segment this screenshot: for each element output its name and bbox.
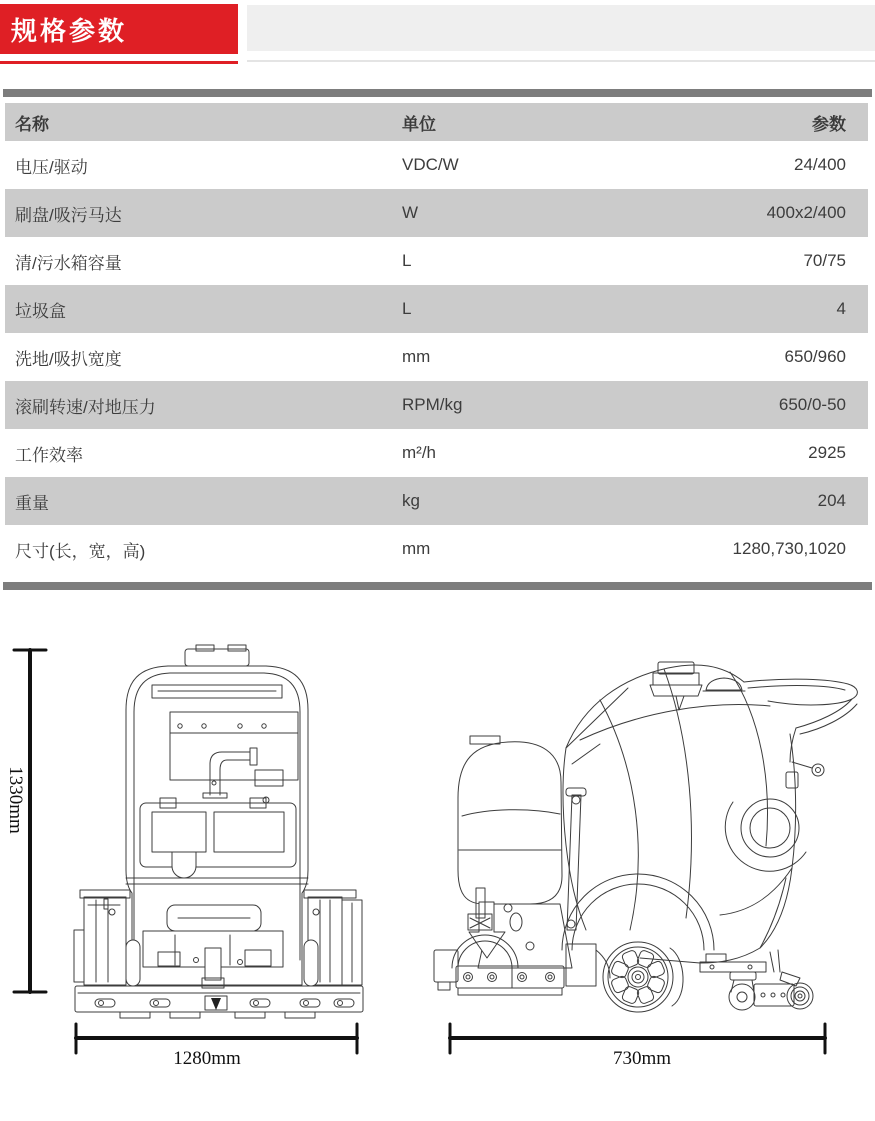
table-bottom-divider — [3, 582, 872, 590]
side-width-dimension — [450, 1024, 825, 1069]
table-top-divider — [3, 89, 872, 97]
table-row — [5, 237, 868, 285]
cell-name: 垃圾盒 — [15, 301, 66, 321]
cell-unit: VDC/W — [402, 155, 459, 174]
cell-value: 24/400 — [794, 155, 846, 174]
table-row — [5, 381, 868, 429]
front-view-drawing — [74, 645, 363, 1018]
table-row — [5, 525, 868, 573]
spec-table — [5, 103, 868, 573]
height-dimension — [5, 650, 46, 992]
cell-name: 清/污水箱容量 — [15, 253, 122, 273]
cell-value: 1280,730,1020 — [732, 539, 846, 558]
cell-value: 650/0-50 — [778, 395, 846, 414]
cell-name: 重量 — [15, 493, 49, 513]
table-header-row — [5, 103, 868, 141]
cell-unit: RPM/kg — [402, 395, 463, 414]
table-row — [5, 477, 868, 525]
technical-drawings — [0, 620, 875, 1121]
col-header-name: 名称 — [15, 114, 49, 134]
col-header-unit: 单位 — [402, 114, 436, 134]
cell-value: 650/960 — [784, 347, 846, 366]
table-row — [5, 333, 868, 381]
col-header-value: 参数 — [812, 114, 846, 134]
table-row — [5, 189, 868, 237]
height-dimension-label: 1330mm — [5, 766, 26, 834]
cell-value: 2925 — [808, 443, 846, 462]
side-width-dimension-label: 730mm — [612, 1048, 672, 1069]
cell-value: 400x2/400 — [766, 203, 846, 222]
cell-name: 尺寸(长，宽，高) — [15, 541, 146, 561]
cell-unit: L — [402, 251, 412, 270]
table-row — [5, 285, 868, 333]
banner-background — [247, 5, 875, 51]
front-width-dimension-label: 1280mm — [173, 1048, 241, 1069]
cell-name: 刷盘/吸污马达 — [15, 205, 122, 225]
table-row — [5, 141, 868, 189]
cell-unit: W — [402, 203, 419, 222]
cell-name: 工作效率 — [15, 445, 83, 465]
gray-underline — [247, 60, 875, 62]
cell-value: 4 — [836, 299, 846, 318]
front-width-dimension — [76, 1024, 357, 1069]
cell-name: 滚刷转速/对地压力 — [15, 397, 156, 417]
cell-unit: kg — [402, 491, 420, 510]
table-row — [5, 429, 868, 477]
cell-unit: mm — [402, 347, 431, 366]
cell-unit: mm — [402, 539, 431, 558]
cell-name: 电压/驱动 — [15, 157, 88, 177]
page-title: 规格参数 — [11, 15, 128, 46]
cell-unit: m²/h — [402, 443, 436, 462]
section-header — [0, 4, 238, 54]
side-view-drawing — [434, 662, 857, 1012]
cell-unit: L — [402, 299, 412, 318]
cell-name: 洗地/吸扒宽度 — [15, 349, 122, 369]
cell-value: 70/75 — [803, 251, 846, 270]
cell-value: 204 — [817, 491, 846, 510]
red-underline — [0, 61, 238, 64]
